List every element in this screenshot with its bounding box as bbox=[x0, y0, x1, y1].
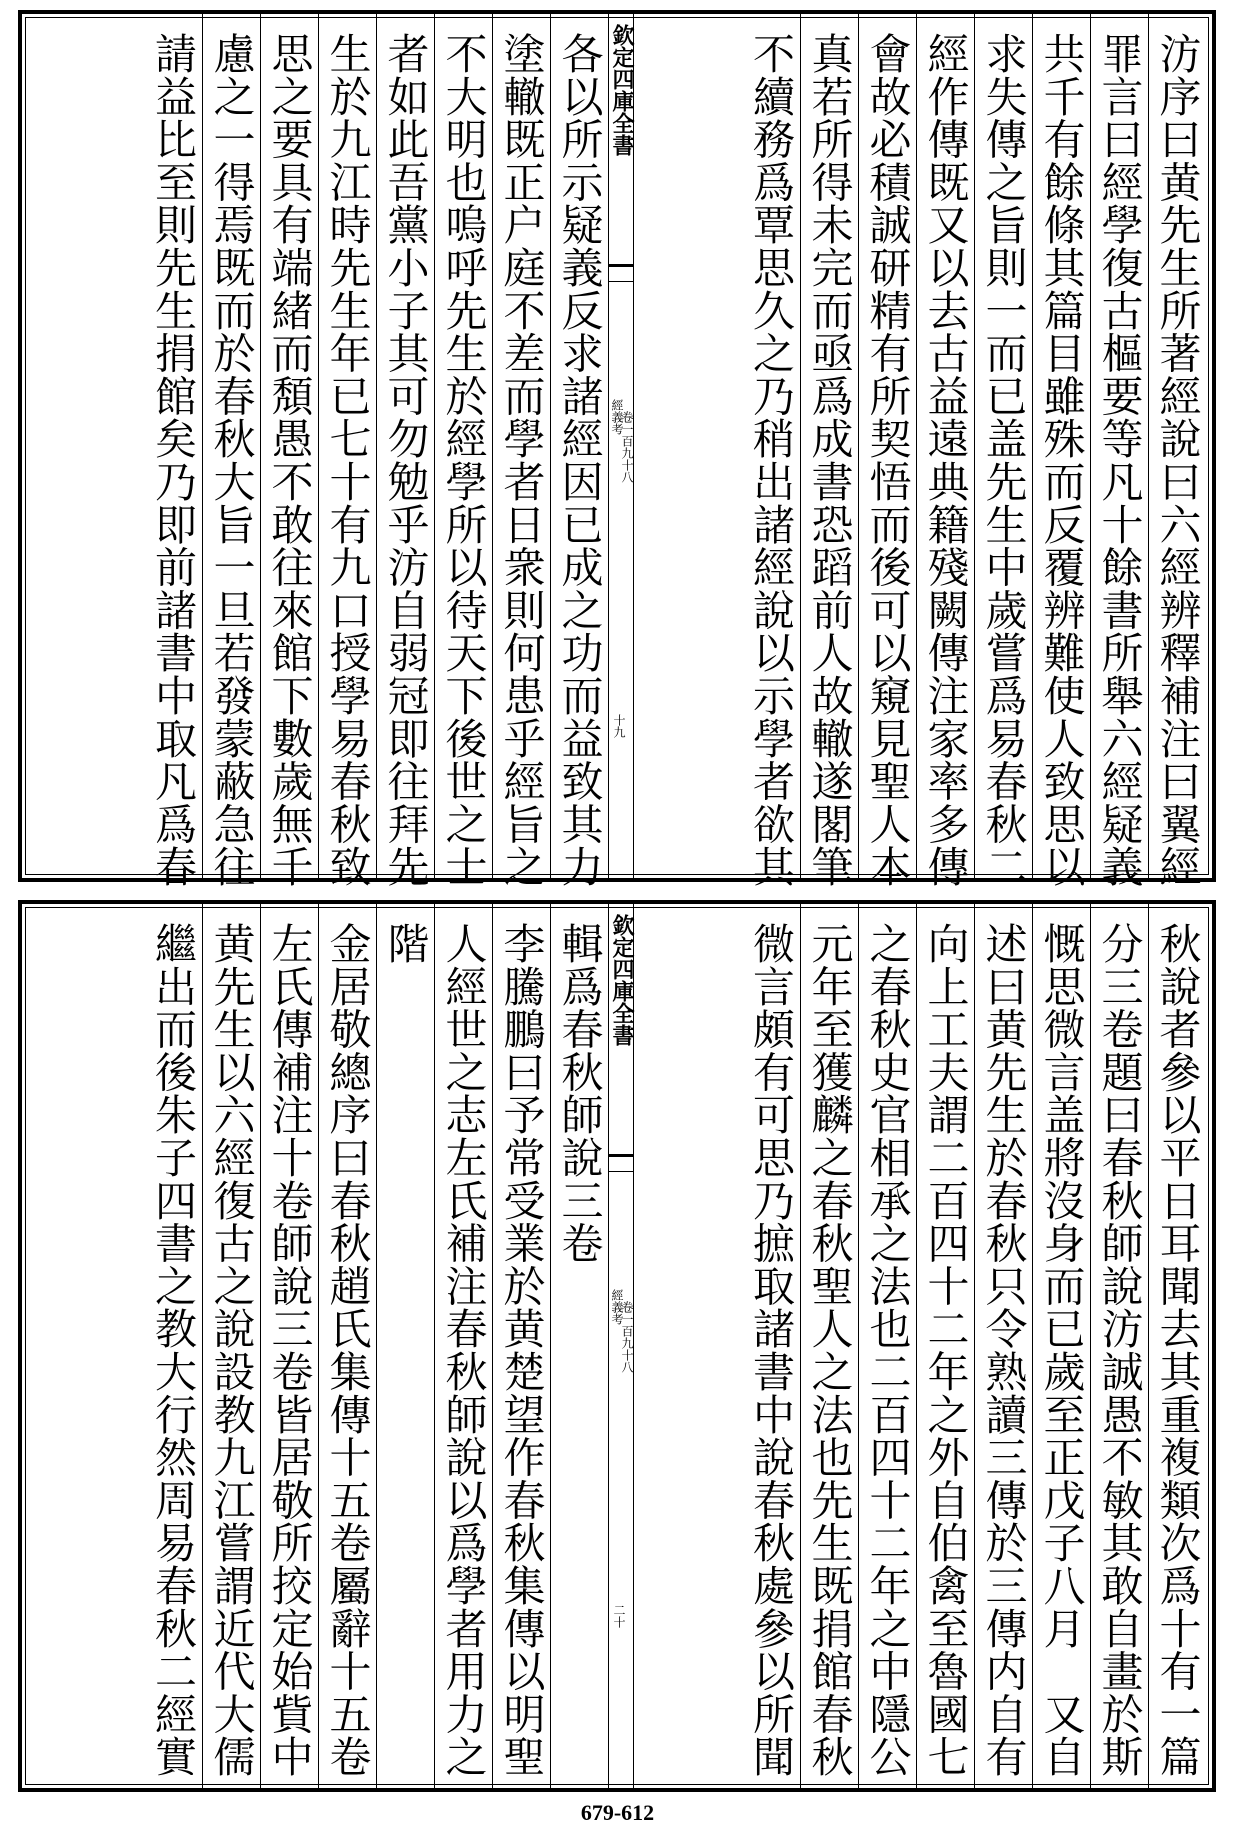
upper-right-half bbox=[626, 14, 1206, 888]
text-column: 不大明也嗚呼先生於經學所以待天下後世之士 bbox=[434, 14, 492, 878]
text-column: 輯爲春秋師說三卷 bbox=[550, 904, 608, 1788]
center-fold bbox=[608, 904, 634, 1788]
text-column: 分三卷題曰春秋師說汸誠愚不敏其敢自畫於斯 bbox=[1090, 904, 1148, 1788]
text-column: 階 bbox=[376, 904, 434, 1788]
lower-right-half bbox=[626, 904, 1206, 1788]
text-column: 會故必積誠研精有所契悟而後可以窺見聖人本 bbox=[858, 14, 916, 878]
center-fold bbox=[608, 14, 634, 878]
text-column: 慮之一得焉既而於春秋大旨一旦若發蒙蔽急往 bbox=[202, 14, 260, 878]
lower-page bbox=[18, 900, 1216, 1792]
book-subtitle: 經義考 bbox=[610, 399, 624, 435]
volume-label: 卷一百九十八 bbox=[620, 411, 634, 483]
text-column: 各以所示疑義反求諸經因已成之功而益致其力 bbox=[550, 14, 608, 878]
text-column: 微言頗有可思乃摭取諸書中說春秋處參以所聞 bbox=[747, 922, 796, 1778]
text-column: 述曰黄先生於春秋只令熟讀三傳於三傳内自有 bbox=[974, 904, 1032, 1788]
volume-label: 卷一百九十八 bbox=[620, 1301, 634, 1373]
text-column: 秋說者參以平日耳聞去其重複類次爲十有一篇 bbox=[1148, 904, 1206, 1788]
lower-left-half bbox=[28, 904, 608, 1788]
folio-number: 十九 bbox=[612, 714, 626, 738]
text-column: 請益比至則先生捐館矣乃即前諸書中取凡爲春 bbox=[149, 32, 198, 888]
text-column: 元年至獲麟之春秋聖人之法也先生既捐館春秋 bbox=[800, 904, 858, 1788]
text-column: 李騰鵬曰予常受業於黄楚望作春秋集傳以明聖 bbox=[492, 904, 550, 1788]
text-column: 左氏傳補注十卷師說三卷皆居敬所挍定始貲中 bbox=[260, 904, 318, 1788]
text-column: 真若所得未完而亟爲成書恐蹈前人故轍遂閣筆 bbox=[800, 14, 858, 878]
page-footer-number: 679-612 bbox=[580, 1800, 655, 1825]
text-column: 塗轍既正户庭不差而學者日衆則何患乎經旨之 bbox=[492, 14, 550, 878]
text-column: 經作傳既又以去古益遠典籍殘闕傳注家率多傳 bbox=[916, 14, 974, 878]
text-column: 繼出而後朱子四書之教大行然周易春秋二經實 bbox=[149, 922, 198, 1778]
text-column: 向上工夫謂二百四十二年之外自伯禽至魯國七 bbox=[916, 904, 974, 1788]
book-subtitle: 經義考 bbox=[610, 1289, 624, 1325]
text-column: 生於九江時先生年已七十有九口授學易春秋致 bbox=[318, 14, 376, 878]
book-title: 欽定四庫全書 bbox=[609, 914, 635, 1046]
folio-number: 二十 bbox=[612, 1604, 626, 1628]
text-column: 者如此吾黨小子其可勿勉乎汸自弱冠即往拜先 bbox=[376, 14, 434, 878]
text-column: 共千有餘條其篇目雖殊而反覆辨難使人致思以 bbox=[1032, 14, 1090, 878]
upper-left-half bbox=[28, 14, 608, 888]
text-column: 汸序曰黄先生所著經說曰六經辨釋補注曰翼經 bbox=[1148, 14, 1206, 878]
text-column: 思之要具有端緒而頽愚不敢往來館下數歲無千 bbox=[260, 14, 318, 878]
text-column: 之春秋史官相承之法也二百四十二年之中隱公 bbox=[858, 904, 916, 1788]
text-column: 慨思微言盖將沒身而已歲至正戊子八月 又自 bbox=[1032, 904, 1090, 1788]
book-title: 欽定四庫全書 bbox=[609, 24, 635, 156]
text-column: 罪言曰經學復古樞要等凡十餘書所舉六經疑義 bbox=[1090, 14, 1148, 878]
text-column: 不續務爲覃思久之乃稍出諸經說以示學者欲其 bbox=[747, 32, 796, 888]
text-column: 求失傳之旨則一而已盖先生中歲嘗爲易春秋二 bbox=[974, 14, 1032, 878]
upper-page bbox=[18, 10, 1216, 888]
text-column: 金居敬總序曰春秋趙氏集傳十五卷屬辭十五卷 bbox=[318, 904, 376, 1788]
fish-tail-mark bbox=[609, 1154, 633, 1172]
fish-tail-mark bbox=[609, 264, 633, 282]
text-column: 人經世之志左氏補注春秋師說以爲學者用力之 bbox=[434, 904, 492, 1788]
text-column: 黄先生以六經復古之說設教九江嘗謂近代大儒 bbox=[202, 904, 260, 1788]
